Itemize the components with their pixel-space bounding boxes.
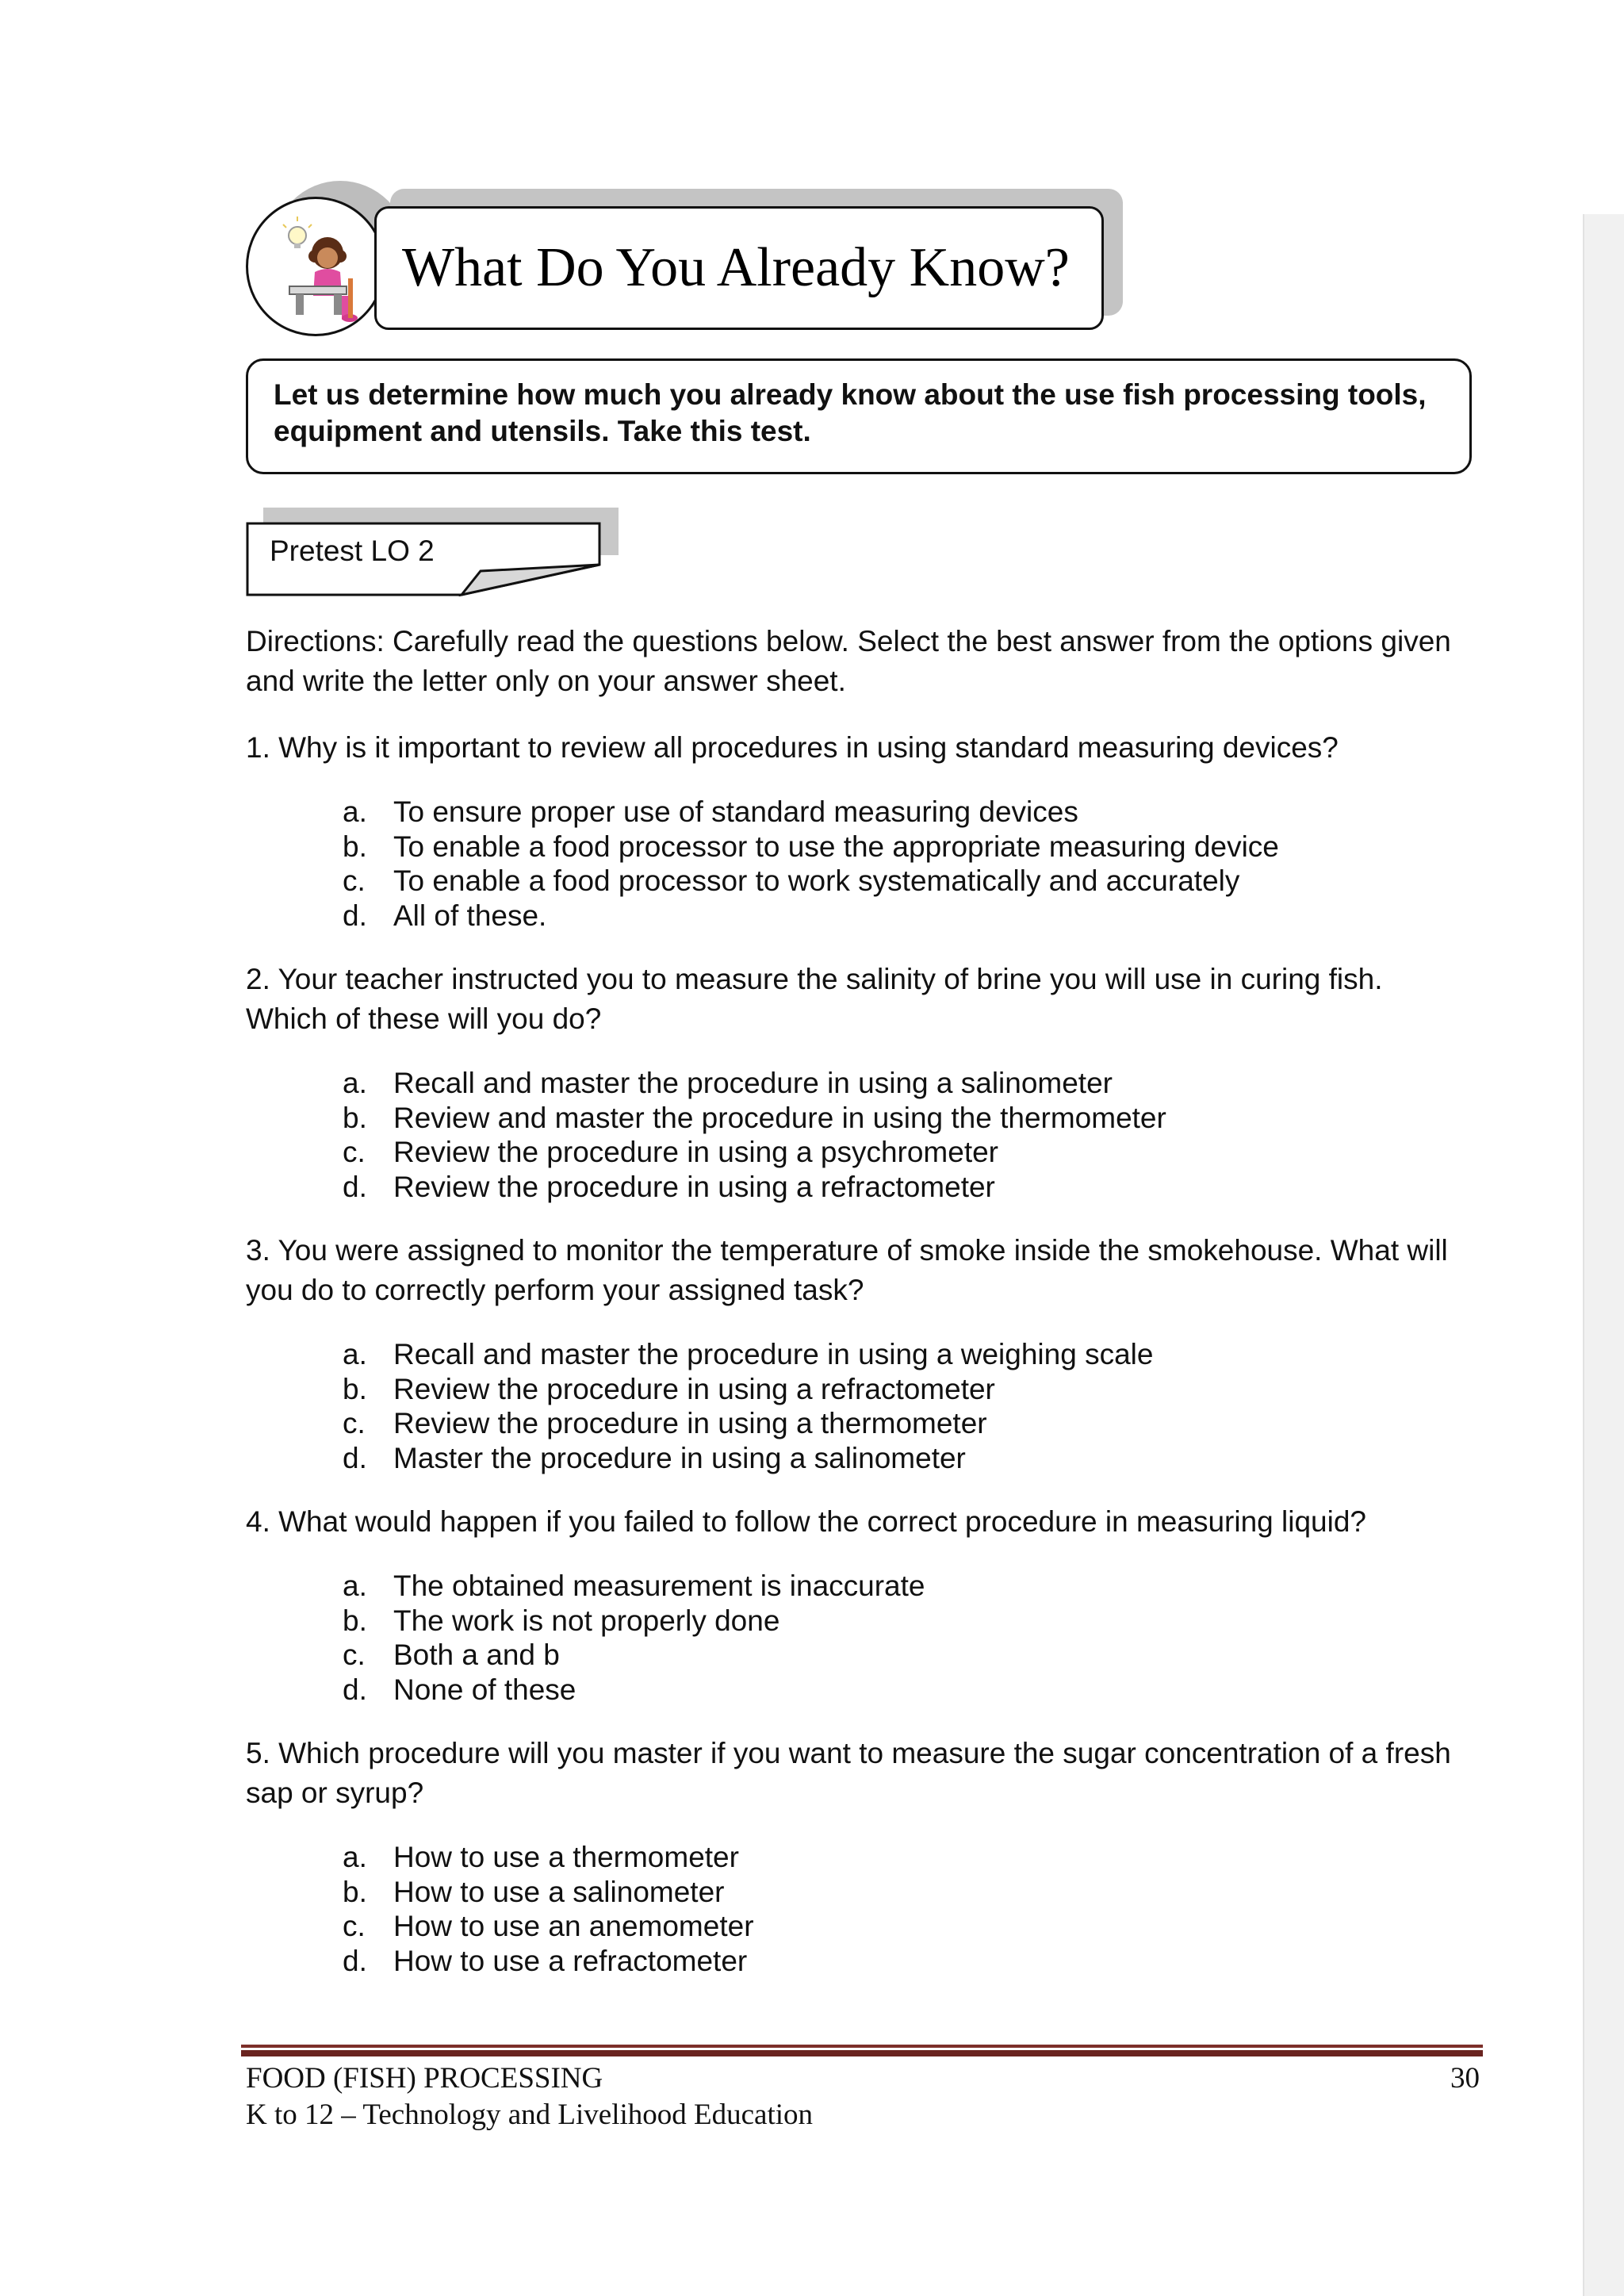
option-letter: b.: [343, 1101, 367, 1134]
option-text: Recall and master the procedure in using a weighing scale: [393, 1338, 1154, 1370]
option-item: [343, 899, 1472, 933]
option-letter: d.: [343, 1673, 367, 1706]
option-text: Master the procedure in using a salinometer: [393, 1441, 966, 1474]
option-text: Both a and b: [393, 1639, 560, 1671]
option-item: [343, 1673, 1472, 1708]
option-text: The work is not properly done: [393, 1604, 780, 1637]
banner-title-box: [374, 206, 1104, 330]
question-4-options: [246, 1569, 1472, 1707]
option-item: [343, 1569, 1472, 1604]
option-item: [343, 1337, 1472, 1372]
option-text: Review the procedure in using a refractometer: [393, 1170, 995, 1203]
option-text: None of these: [393, 1673, 576, 1706]
option-letter: a.: [343, 795, 367, 828]
option-letter: a.: [343, 1338, 367, 1370]
footer-text: [246, 2060, 813, 2133]
option-item: [343, 1840, 1472, 1875]
option-item: [343, 1135, 1472, 1170]
question-3: 3. You were assigned to monitor the temperature of smoke inside the smokehouse. What will you do to correctly perform your assigned task?: [246, 1234, 1448, 1306]
option-letter: c.: [343, 864, 366, 897]
option-letter: c.: [343, 1136, 366, 1168]
page-edge-shadow: [1583, 214, 1624, 2296]
question-3-options: [246, 1337, 1472, 1475]
option-text: How to use a thermometer: [393, 1841, 739, 1873]
option-text: All of these.: [393, 899, 547, 932]
question-5-options: [246, 1840, 1472, 1978]
option-letter: b.: [343, 1604, 367, 1637]
option-item: [343, 1875, 1472, 1910]
option-letter: c.: [343, 1407, 366, 1439]
option-text: How to use an anemometer: [393, 1910, 754, 1942]
option-letter: b.: [343, 830, 367, 863]
footer-course-title: FOOD (FISH) PROCESSING: [246, 2062, 603, 2095]
intro-box: [246, 358, 1472, 474]
page-title: What Do You Already Know?: [402, 237, 1070, 298]
option-letter: b.: [343, 1372, 367, 1405]
option-item: [343, 1638, 1472, 1673]
option-text: The obtained measurement is inaccurate: [393, 1570, 925, 1602]
option-text: Recall and master the procedure in using a salinometer: [393, 1067, 1113, 1099]
question-1: 1. Why is it important to review all procedures in using standard measuring devices?: [246, 731, 1339, 764]
option-letter: d.: [343, 899, 367, 932]
option-text: How to use a refractometer: [393, 1944, 748, 1977]
intro-text: Let us determine how much you already know about the use fish processing tools, equipment and utensils. Take this test.: [274, 378, 1427, 447]
option-text: How to use a salinometer: [393, 1875, 725, 1908]
question-5: 5. Which procedure will you master if you want to measure the sugar concentration of a fresh sap or syrup?: [246, 1737, 1451, 1809]
pretest-label-box: [246, 522, 601, 596]
pretest-label: Pretest LO 2: [270, 535, 435, 567]
option-letter: a.: [343, 1841, 367, 1873]
page-number: 30: [1450, 2062, 1480, 2095]
question-1-options: [246, 795, 1472, 933]
option-item: [343, 1604, 1472, 1639]
option-text: To ensure proper use of standard measuring devices: [393, 795, 1078, 828]
option-item: [343, 1406, 1472, 1441]
option-item: [343, 1441, 1472, 1476]
option-text: Review and master the procedure in using the thermometer: [393, 1101, 1166, 1134]
option-item: [343, 1170, 1472, 1205]
option-letter: b.: [343, 1875, 367, 1908]
directions: Directions: Carefully read the questions below. Select the best answer from the options given and write the letter only on your answer sheet.: [246, 625, 1451, 697]
option-item: [343, 1944, 1472, 1979]
option-letter: d.: [343, 1944, 367, 1977]
option-letter: a.: [343, 1067, 367, 1099]
option-letter: d.: [343, 1170, 367, 1203]
option-text: Review the procedure in using a psychrometer: [393, 1136, 998, 1168]
question-2-options: [246, 1066, 1472, 1204]
student-at-desk-icon: [246, 197, 385, 336]
pretest-content: [246, 622, 1472, 2005]
option-item: [343, 864, 1472, 899]
option-letter: c.: [343, 1639, 366, 1671]
option-item: [343, 795, 1472, 830]
footer-program-title: K to 12 – Technology and Livelihood Education: [246, 2099, 814, 2131]
option-letter: a.: [343, 1570, 367, 1602]
footer-rule-line: [241, 2050, 1483, 2056]
option-item: [343, 830, 1472, 864]
question-4: 4. What would happen if you failed to follow the correct procedure in measuring liquid?: [246, 1505, 1366, 1538]
option-item: [343, 1101, 1472, 1136]
option-letter: d.: [343, 1441, 367, 1474]
question-2: 2. Your teacher instructed you to measure the salinity of brine you will use in curing fish. Which of these will you do?: [246, 963, 1383, 1035]
option-item: [343, 1372, 1472, 1407]
option-item: [343, 1066, 1472, 1101]
footer-rule: [241, 2045, 1483, 2057]
option-text: Review the procedure in using a refractometer: [393, 1372, 995, 1405]
option-text: To enable a food processor to work systematically and accurately: [393, 864, 1240, 897]
option-item: [343, 1909, 1472, 1944]
option-letter: c.: [343, 1910, 366, 1942]
option-text: To enable a food processor to use the appropriate measuring device: [393, 830, 1279, 863]
option-text: Review the procedure in using a thermometer: [393, 1407, 987, 1439]
